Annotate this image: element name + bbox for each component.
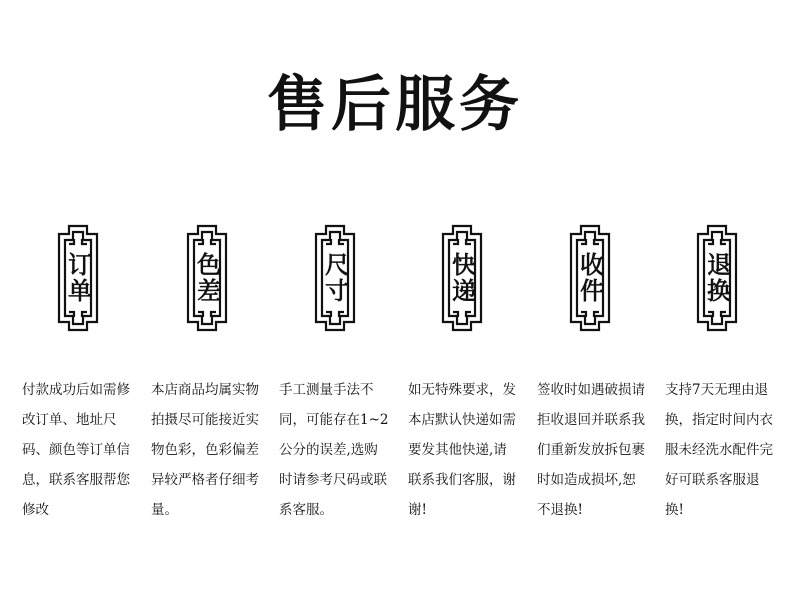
plaque-receipt [565,222,615,334]
desc-color: 本店商品均属实物拍摄尽可能接近实物色彩，色彩偏差异较严格者仔细考量。 [151,382,259,518]
page-title: 售后服务 [267,70,523,140]
desc-order: 付款成功后如需修改订单、地址尺码、颜色等订单信息，联系客服帮您修改 [22,382,130,518]
plaque-label: 快递 [447,252,477,304]
plaque-order [53,222,103,334]
desc-express: 如无特殊要求，发本店默认快递如需要发其他快递,请联系我们客服，谢谢! [408,382,516,518]
plaque-return [692,222,742,334]
plaque-label: 尺寸 [320,252,350,304]
desc-receipt: 签收时如遇破损请拒收退回并联系我们重新发放拆包裹时如造成损坏,恕不退换! [537,382,645,518]
plaque-size [310,222,360,334]
plaque-express [437,222,487,334]
plaque-color [182,222,232,334]
plaque-label: 色差 [192,252,222,304]
desc-return: 支持7天无理由退换，指定时间内衣服未经洗水配件完好可联系客服退换! [665,382,773,518]
plaque-label: 订单 [63,252,93,304]
desc-size: 手工测量手法不同，可能存在1~2公分的误差,选购时请参考尺码或联系客服。 [279,382,389,518]
plaque-label: 退换 [702,252,732,304]
plaque-label: 收件 [575,252,605,304]
